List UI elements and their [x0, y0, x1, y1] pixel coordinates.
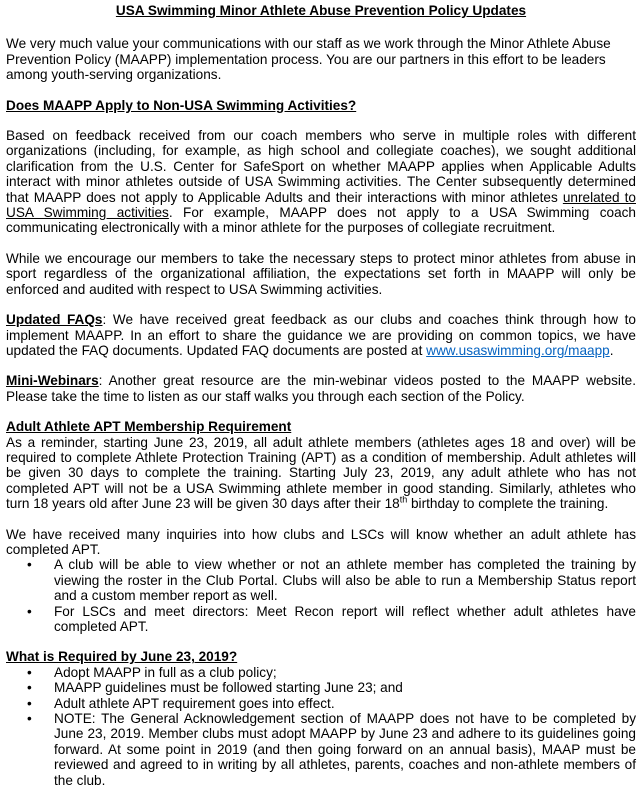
section-heading-apt: Adult Athlete APT Membership Requirement [6, 419, 292, 435]
list-item: • Adopt MAAPP in full as a club policy; [6, 665, 636, 680]
updated-faqs-period: . [609, 342, 614, 358]
list-item: • NOTE: The General Acknowledgement section of MAAPP does not have to be completed by June 23, 2019. Member clubs must adopt MAAPP by June 23 and adhere to its guidelines going forward. At some point in 2019 (and then going forward on an annual basis), MAAP must be reviewed and agreed to in writing by all athletes, parents, coaches and non-athlete members of the club. [6, 711, 636, 788]
maapp-scope-text-a: Based on feedback received from our coach members who serve in multiple roles with different organizations (including, for example, as high school and collegiate coaches), we sought additional clarification from the U.S. Center for SafeSport on whether MAAPP applies when Applicable Adults interact with minor athletes outside of USA Swimming activities. The Center subsequently determined that MAAPP does not apply to Applicable Adults and their interactions with minor athletes [6, 128, 636, 205]
document-title: USA Swimming Minor Athlete Abuse Prevention Policy Updates [115, 3, 527, 18]
apt-requirement-paragraph [6, 435, 636, 512]
mini-webinars-text: : Another great resource are the min-webinar videos posted to the MAAPP website. Please take the time to listen as our staff walks you through each section of the Policy. [6, 373, 636, 404]
list-item: • A club will be able to view whether or not an athlete member has completed the training by viewing the roster in the Club Portal. Clubs will also be able to run a Membership Status report and a custom member report as well. [6, 557, 636, 603]
apt-inquiries-paragraph: We have received many inquiries into how clubs and LSCs will know whether an adult athlete has completed APT. [6, 526, 636, 557]
updated-faqs-text: : We have received great feedback as our clubs and coaches think through how to implement MAAPP. In an effort to share the guidance we are providing on common topics, we have updated the FAQ documents. Updated FAQ documents are posted at [6, 312, 636, 358]
section-heading-required: What is Required by June 23, 2019? [6, 649, 238, 665]
updated-faqs-paragraph [6, 312, 636, 358]
required-bullet-list [6, 665, 636, 788]
list-item: • Adult athlete APT requirement goes into effect. [6, 696, 636, 711]
maapp-scope-text-b: . For example, MAAPP does not apply to a USA Swimming coach communicating electronically with a minor athlete for the purposes of collegiate recruitment. [6, 205, 636, 236]
maapp-scope-underlined-text: unrelated to USA Swimming activities [6, 189, 636, 221]
maapp-scope-paragraph [6, 128, 636, 236]
section-heading-maapp-scope: Does MAAPP Apply to Non-USA Swimming Activities? [6, 97, 357, 113]
intro-paragraph: We very much value your communications with our staff as we work through the Minor Athlete Abuse Prevention Policy (MAAPP) implementation process. You are our partners in this effort to be leaders among youth-serving organizations. [6, 36, 611, 83]
apt-bullet-list [6, 557, 636, 634]
mini-webinars-paragraph [6, 373, 636, 404]
maapp-faq-link[interactable]: www.usaswimming.org/maapp [426, 342, 610, 358]
maapp-encourage-paragraph: While we encourage our members to take the necessary steps to protect minor athletes from abuse in sport regardless of the organizational affiliation, the expectations set forth in MAAPP will only be enforced and audited with respect to USA Swimming activities. [6, 250, 636, 297]
updated-faqs-label: Updated FAQs [6, 312, 103, 328]
list-item: • For LSCs and meet directors: Meet Recon report will reflect whether adult athletes have completed APT. [6, 604, 636, 635]
mini-webinars-label: Mini-Webinars [6, 373, 99, 389]
apt-requirement-text-b: birthday to complete the training. [407, 496, 609, 512]
list-item: • MAAPP guidelines must be followed starting June 23; and [6, 680, 636, 695]
apt-requirement-text-a: As a reminder, starting June 23, 2019, all adult athlete members (athletes ages 18 and over) will be required to complete Athlete Protection Training (APT) as a condition of membership. Adult athletes will be given 30 days to complete the training. Starting July 23, 2019, any adult athlete who has not completed APT will not be a USA Swimming athlete member in good standing. Similarly, athletes who turn 18 years old after June 23 will be given 30 days after their 18 [6, 434, 636, 512]
ordinal-superscript: th [399, 494, 408, 505]
